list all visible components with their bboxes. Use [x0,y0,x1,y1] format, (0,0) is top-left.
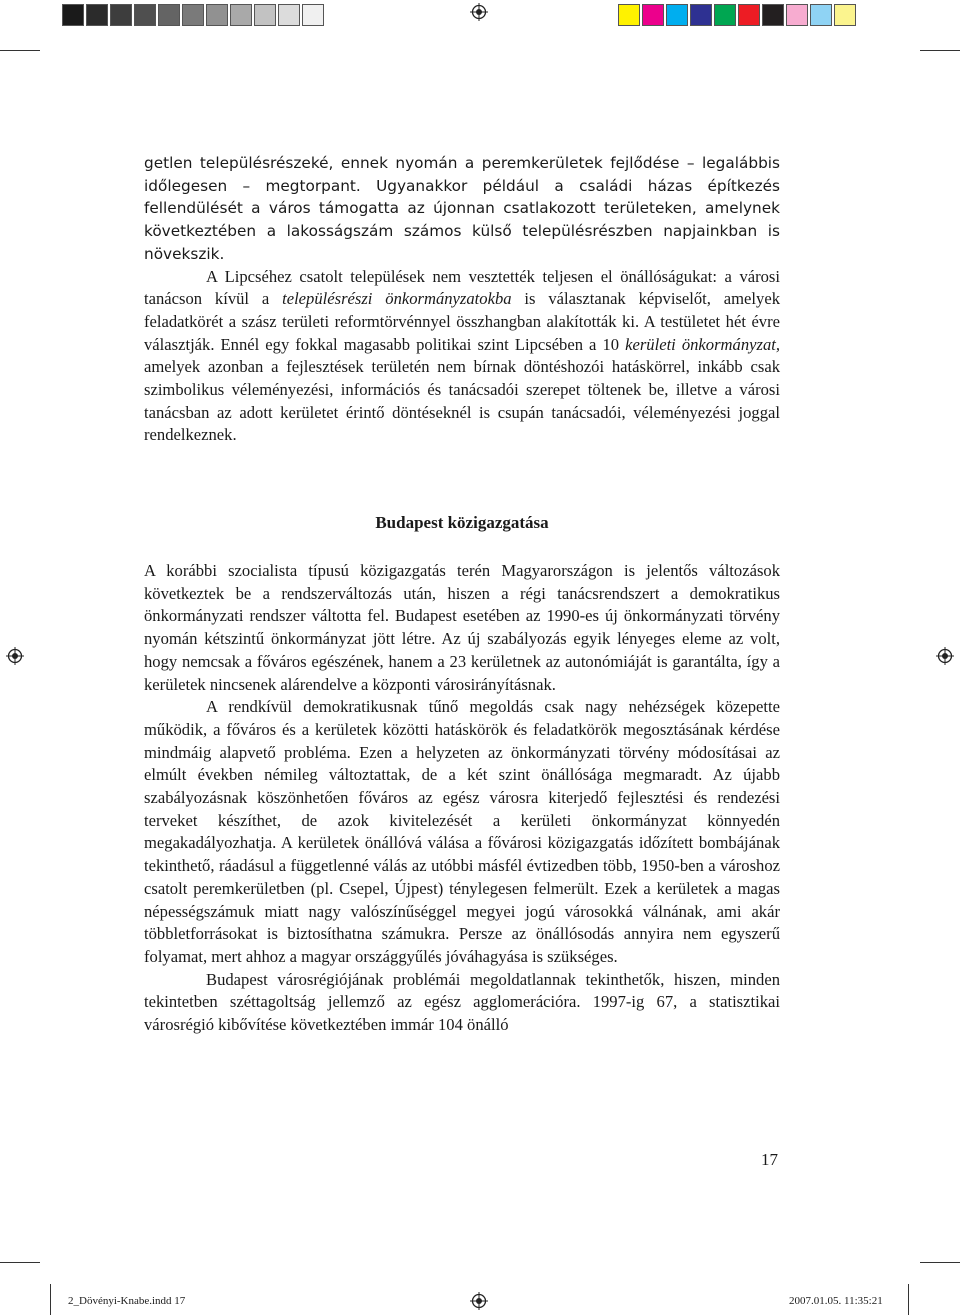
text-run: is választanak képviselőt, amelyek feladatkörét a szász területi reformtörvénnyel összhangban alakították ki. A testületet hét évre választják. Ennél egy fokkal magasabb politikai szint Lipcsében a 10 [144,289,780,354]
crop-mark [0,50,40,51]
color-swatch [834,4,856,26]
registration-mark-icon [936,647,954,665]
color-swatch [738,4,760,26]
color-swatch [762,4,784,26]
gray-swatch [110,4,132,26]
color-swatch [810,4,832,26]
cmyk-color-bar [618,4,858,26]
gray-swatch [206,4,228,26]
crop-mark [920,50,960,51]
italic-term: kerületi önkormányzat, [625,334,780,354]
gray-swatch [278,4,300,26]
crop-mark [50,1284,51,1315]
registration-mark-icon [470,3,488,21]
slug-timestamp: 2007.01.05. 11:35:21 [789,1295,883,1307]
gray-swatch [182,4,204,26]
crop-mark [920,1262,960,1263]
gray-swatch [134,4,156,26]
color-swatch [786,4,808,26]
body-text-bottom [144,560,780,1037]
paragraph: A rendkívül demokratikusnak tűnő megoldás csak nagy nehézségek közepette működik, a főváros és a kerületek közötti hatáskörök és feladatkörök megosztásának kérdése mindmáig alapvető probléma. Ezen a helyzeten az önkormányzati törvény módosításai az elmúlt években némileg változtattak, de a két szint önállósága megmaradt. Az újabb szabályozásnak köszönhetően főváros az egész városra kiterjedő fejlesztési és rendezési terveket készíthet, de azok kivitelezését a kerületi önkormányzat könnyedén megakadályozhatja. A kerületek önállóvá válása a fővárosi közigazgatás időzített bombájának tekinthető, ráadásul a függetlenné válás az utóbbi másfél évtizedben több, 1950-ben a városhoz csatolt peremkerületben (pl. Csepel, Újpest) ténylegesen felmerült. Ezek a kerületek a magas népességszámuk miatt nagy valószínűséggel megyei jogú városokká válnának, ami akár többletforrásokat is biztosíthatna számukra. Persze az önállósodás annyira nem egyszerű folyamat, mert ahhoz a magyar országgyűlés jóváhagyása is szükséges. [144,697,780,966]
color-swatch [714,4,736,26]
gray-swatch [230,4,252,26]
gray-swatch [254,4,276,26]
color-swatch [642,4,664,26]
color-swatch [666,4,688,26]
paragraph: Budapest városrégiójának problémái megoldatlannak tekinthetők, hiszen, minden tekintetben széttagoltság jellemző az egész agglomerációra. 1997-ig 67, a statisztikai városrégió kibővítése következtében immár 104 önálló [144,969,780,1035]
body-text-top [144,152,780,447]
gray-swatch [158,4,180,26]
crop-mark [0,1262,40,1263]
grayscale-color-bar [62,4,326,26]
registration-mark-icon [6,647,24,665]
crop-mark [908,1284,909,1315]
paragraph [144,266,780,448]
page-number: 17 [761,1150,778,1169]
section-heading: Budapest közigazgatása [375,513,549,532]
text-run: A Lipcséhez csatolt települések nem vesztették teljesen el önállóságukat: a városi tanácson kívül a [144,266,780,309]
text-run: amelyek azonban a fejlesztések területén nem bírnak döntéshozói hatáskörrel, inkább csak szimbolikus véleményezési, információs és tanácsadói szerepet töltenek be, illetve a városi tanácsban az adott kerületet érintő döntéseknél is csupán tanácsadói, véleményezési joggal rendelkeznek. [144,357,780,445]
registration-mark-icon [470,1292,488,1310]
paragraph: A korábbi szocialista típusú közigazgatás terén Magyarországon is jelentős változások következtek be a rendszerváltozás után, hiszen a régi tanácsrendszert a demokratikus önkormányzati rendszer váltotta fel. Budapest esetében az 1990-es új önkormányzati törvény nyomán kétszintű önkormányzat jött létre. Az új szabályozás egyik lényeges eleme az volt, hogy nemcsak a főváros egészének, hanem a 23 kerületnek az autonómiáját is garantálta, így a kerületek nincsenek alárendelve a központi városirányításnak. [144,561,780,694]
slug-filename: 2_Dövényi-Knabe.indd 17 [68,1295,186,1307]
gray-swatch [86,4,108,26]
paragraph: getlen településrészeké, ennek nyomán a peremkerületek fejlődése – legalábbis időlegesen – megtorpant. Ugyanakkor például a családi házas építkezés fellendülését a város támogatta az újonnan csatlakozott területeken, amelynek következtében a lakosságszám számos külső településrészben napjainkban is növekszik. [144,154,780,263]
color-swatch [690,4,712,26]
gray-swatch [302,4,324,26]
gray-swatch [62,4,84,26]
italic-term: településrészi önkormányzatokba [282,289,512,309]
color-swatch [618,4,640,26]
